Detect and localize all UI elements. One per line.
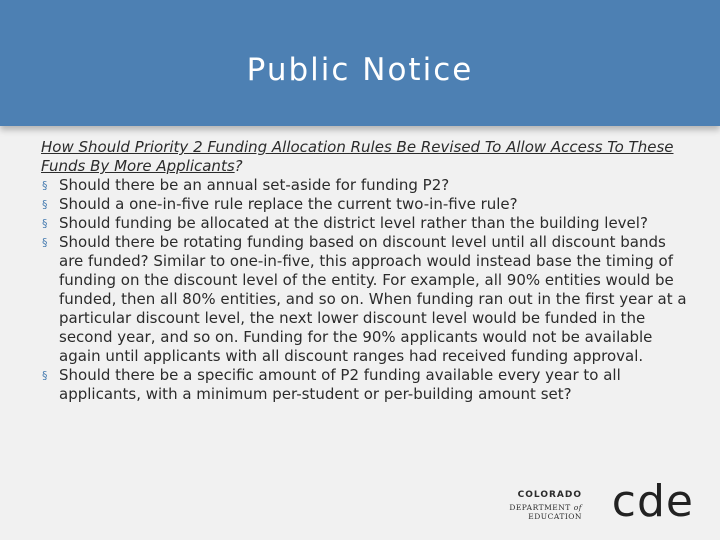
bullet-icon: § — [42, 198, 48, 211]
notice-heading-text: How Should Priority 2 Funding Allocation Rules Be Revised To Allow Access To These Funds By More Applicants — [41, 138, 674, 175]
list-item-text: Should funding be allocated at the district level rather than the building level? — [59, 214, 648, 232]
list-item-text: Should there be rotating funding based on discount level until all discount bands are funded? Similar to one-in-five, this approach would instead base the timing of funding on the discount level of the entity. For example, all 90% entities would be funded, then all 80% entities, and so on. When funding ran out in the first year at a particular discount level, the next lower discount level would be funded in the second year, and so on. Funding for the 90% applicants would not be available again until applicants with all discount ranges had received funding approval. — [59, 233, 687, 365]
title-banner — [0, 0, 720, 126]
list-item-text: Should there be a specific amount of P2 funding available every year to all applicants, with a minimum per-student or per-building amount set? — [59, 366, 621, 403]
notice-heading-suffix: ? — [234, 157, 243, 175]
logo-department-of: of — [573, 503, 582, 512]
list-item-text: Should a one-in-five rule replace the current two-in-five rule? — [59, 195, 518, 213]
notice-heading — [41, 138, 691, 176]
list-item — [41, 176, 691, 195]
list-item — [41, 366, 691, 404]
logo-department — [484, 503, 582, 521]
bullet-icon: § — [42, 217, 48, 230]
list-item — [41, 233, 691, 366]
logo-department-prefix: DEPARTMENT — [509, 503, 571, 512]
list-item-text: Should there be an annual set-aside for funding P2? — [59, 176, 450, 194]
notice-body — [41, 138, 691, 404]
logo-mark: cde — [611, 476, 694, 527]
page-title: Public Notice — [246, 52, 474, 88]
question-list — [41, 176, 691, 404]
logo-state: COLORADO — [517, 490, 582, 500]
bullet-icon: § — [42, 369, 48, 382]
list-item — [41, 214, 691, 233]
cde-logo — [484, 476, 694, 527]
logo-department-suffix: EDUCATION — [528, 512, 582, 521]
logo-wordmark — [484, 490, 582, 521]
bullet-icon: § — [42, 179, 48, 192]
list-item — [41, 195, 691, 214]
bullet-icon: § — [42, 236, 48, 249]
